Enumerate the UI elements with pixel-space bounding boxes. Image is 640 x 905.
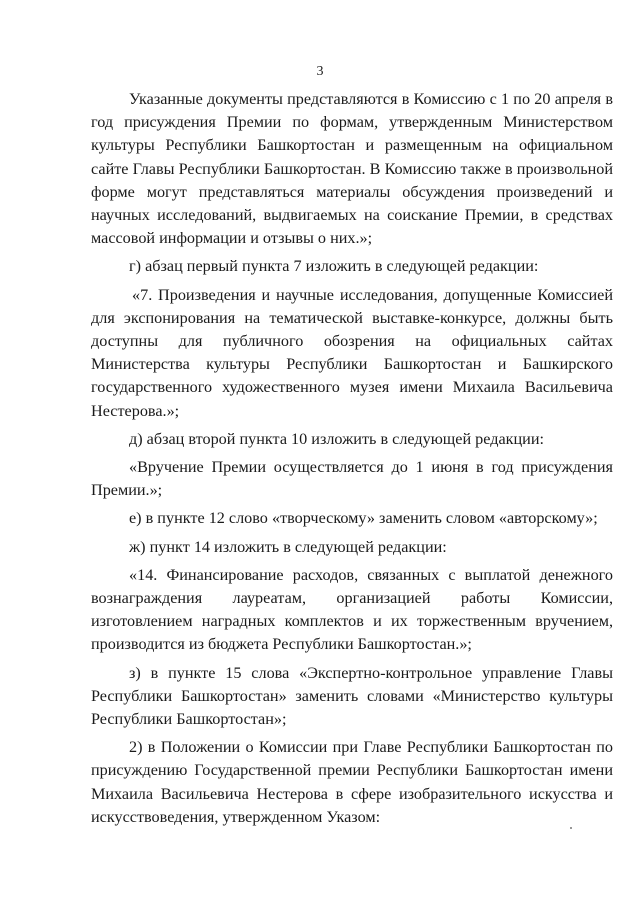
scan-speck (570, 827, 572, 829)
document-body (91, 88, 613, 834)
paragraph-documents-submission: Указанные документы представляются в Комиссию с 1 по 20 апреля в год присуждения Премии по формам, утвержденным Министерством культуры Республики Башкортостан и размещенным на официальном сайте Главы Республики Башкортостан. В Комиссию также в произвольной форме могут представляться материалы обсуждения произведений и научных исследований, выдвигаемых на соискание Премии, в средствах массовой информации и отзывы о них.»; (91, 90, 613, 248)
page-number: 3 (316, 64, 324, 79)
paragraph-item-z: з) в пункте 15 слова «Экспертно-контрольное управление Главы Республики Башкортостан» заменить словами «Министерство культуры Республики Башкортостан»; (91, 663, 613, 729)
paragraph-item-g: г) абзац первый пункта 7 изложить в следующей редакции: (129, 257, 539, 276)
paragraph-point-7-text: «7. Произведения и научные исследования, допущенные Комиссией для экспонирования на тематической выставке-конкурсе, должны быть доступны для публичного обозрения на официальных сайтах Министерства культуры Республики Башкортостан и Башкирского государственного художественного музея имени Михаила Васильевича Нестерова.»; (91, 285, 613, 420)
paragraph-award-ceremony: «Вручение Премии осуществляется до 1 июня в год присуждения Премии.»; (91, 458, 613, 500)
paragraph-item-zh: ж) пункт 14 изложить в следующей редакции: (129, 537, 447, 556)
paragraph-point-14-text: «14. Финансирование расходов, связанных с выплатой денежного вознаграждения лауреатам, организацией работы Комиссии, изготовлением наградных комплектов и их торжественным вручением, производится из бюджета Республики Башкортостан.»; (91, 565, 613, 654)
paragraph-item-2: 2) в Положении о Комиссии при Главе Республики Башкортостан по присуждению Государственной премии Республики Башкортостан имени Михаила Васильевича Нестерова в сфере изобразительного искусства и искусствоведения, утвержденном Указом: (91, 738, 613, 826)
paragraph-item-d: д) абзац второй пункта 10 изложить в следующей редакции: (129, 429, 545, 448)
paragraph-item-e: е) в пункте 12 слово «творческому» заменить словом «авторскому»; (129, 509, 598, 528)
